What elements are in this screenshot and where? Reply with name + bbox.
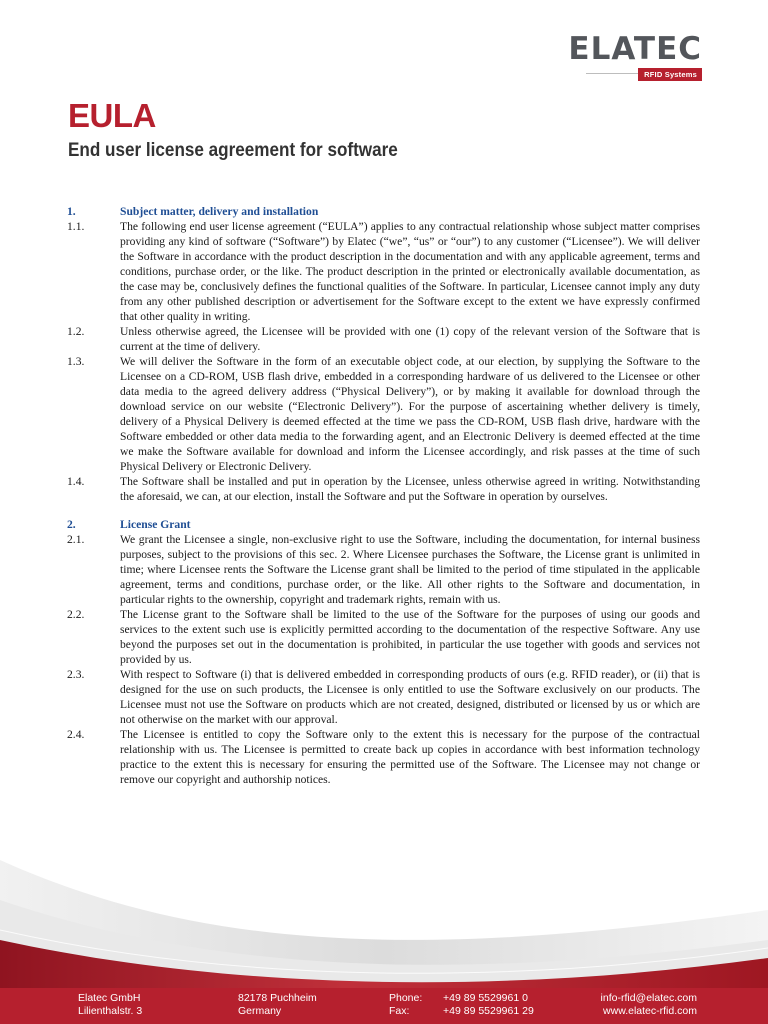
footer-city-block	[238, 992, 317, 1018]
clause-text: The following end user license agreement (“EULA”) applies to any contractual relationship whose subject matter comprises providing any kind of software (“Software”) by Elatec (“we”, “us” or “our”) to any customer (“Licensee”). We will deliver the Software in accordance with the product description in the documentation and with any applicable agreement, terms and conditions, purchase order, or the like. The product description in the printed or electronically available documentation, as the case may be, conclusively defines the functional qualities of the Software. In particular, Licensee cannot imply any duty from any other published description or advertisement for the Software except to the extent we have expressly confirmed that other quality in writing.	[120, 220, 700, 323]
clause	[67, 607, 700, 667]
page-subtitle: End user license agreement for software	[68, 140, 398, 161]
clause-number: 2.2.	[67, 608, 85, 621]
logo-wordmark: ELATEC	[568, 31, 702, 67]
clause-number: 2.1.	[67, 533, 85, 546]
section-heading	[67, 205, 700, 219]
clause	[67, 474, 700, 504]
phone-label: Phone:	[389, 992, 423, 1004]
clause-text: We will deliver the Software in the form of an executable object code, at our election, by supplying the Software to the Licensee on a CD-ROM, USB flash drive, embedded in a corresponding hardware of us delivered to the Licensee or other data media to the agreed delivery address (“Physical Delivery”), or by making it available for download through the download service on our website (“Electronic Delivery”). For the purpose of ascertaining whether delivery is timely, delivery of a Physical Delivery is deemed effected at the time we pass the CD-ROM, USB flash drive, hardware with the Software embedded or other data media to the forwarding agent, and an Electronic Delivery is deemed effected at the time we make the Software available for download and inform the Licensee accordingly, and risk passes at the time of such Physical Delivery or Electronic Delivery.	[120, 355, 700, 473]
section-spacer	[67, 504, 700, 518]
footer-fax-row	[389, 1005, 534, 1018]
clause	[67, 354, 700, 474]
clause	[67, 667, 700, 727]
footer-website-link[interactable]: www.elatec-rfid.com	[603, 1005, 697, 1017]
logo-tagline: RFID Systems	[638, 68, 702, 81]
footer-web-block	[601, 992, 697, 1018]
clause-text: We grant the Licensee a single, non-exclusive right to use the Software, including the documentation, for internal business purposes, subject to the provisions of this sec. 2. Where Licensee purchases the Software, the License grant is unlimited in time; where Licensee rents the Software the License grant shall be limited to the period of time stipulated in the applicable agreement, terms and conditions, purchase order, or the like. All other rights to the Software and documentation, in particular rights to the ownership, copyright and trademark rights, remain with us.	[120, 533, 700, 606]
clause-text: Unless otherwise agreed, the Licensee will be provided with one (1) copy of the relevant version of the Software that is current at the time of delivery.	[120, 325, 700, 353]
footer-country: Germany	[238, 1005, 282, 1017]
clause	[67, 727, 700, 787]
fax-label: Fax:	[389, 1005, 410, 1017]
phone-number[interactable]: +49 89 5529961 0	[443, 992, 528, 1004]
clause-text: The Licensee is entitled to copy the Software only to the extent this is necessary for the purpose of the contractual relationship with us. The Licensee is permitted to create back up copies in accordance with best information technology practice to the extent this is necessary for ensuring the permitted use of the Software. The Licensee may not change or remove our copyright and authorship notices.	[120, 728, 700, 786]
fax-number: +49 89 5529961 29	[443, 1005, 534, 1017]
logo-rule	[586, 73, 640, 74]
footer-city: 82178 Puchheim	[238, 992, 317, 1004]
footer-phone-row	[389, 992, 534, 1005]
document-body	[67, 205, 700, 787]
page-title: EULA	[68, 97, 156, 134]
clause-number: 2.4.	[67, 728, 85, 741]
clause-text: The Software shall be installed and put in operation by the Licensee, unless otherwise agreed in writing. Notwithstanding the aforesaid, we can, at our election, install the Software and put the Software in operation by ourselves.	[120, 475, 700, 503]
clause-number: 1.1.	[67, 220, 85, 233]
footer-email-link[interactable]: info-rfid@elatec.com	[600, 992, 697, 1004]
clause	[67, 324, 700, 354]
elatec-logo	[560, 31, 702, 79]
clause-number: 1.3.	[67, 355, 85, 368]
clause-text: The License grant to the Software shall be limited to the use of the Software for the purposes of using our goods and services to the extent such use is explicitly permitted according to the documentation of the respective Software. Any use beyond the purposes set out in the documentation is prohibited, in particular the use together with goods and services not provided by us.	[120, 608, 700, 666]
section-title: Subject matter, delivery and installation	[120, 205, 319, 218]
clause	[67, 532, 700, 607]
clause-number: 2.3.	[67, 668, 85, 681]
footer-company-block	[78, 992, 142, 1018]
footer-bar	[0, 988, 768, 1024]
clause-number: 1.2.	[67, 325, 85, 338]
footer-street: Lilienthalstr. 3	[78, 1005, 143, 1017]
clause-text: With respect to Software (i) that is delivered embedded in corresponding products of ours (e.g. RFID reader), or (ii) that is designed for the use on such products, the Licensee is only entitled to use the Software exclusively on our products. The Licensee must not use the Software on products which are not created, designed, distributed or licensed by us or which are not otherwise on the market with our approval.	[120, 668, 700, 726]
decorative-swoosh	[0, 790, 768, 990]
footer-contact-block	[389, 992, 534, 1018]
section-heading	[67, 518, 700, 532]
section-number: 2.	[67, 518, 76, 531]
footer-company: Elatec GmbH	[78, 992, 141, 1004]
clause	[67, 219, 700, 324]
section-number: 1.	[67, 205, 76, 218]
clause-number: 1.4.	[67, 475, 85, 488]
section-title: License Grant	[120, 518, 191, 531]
